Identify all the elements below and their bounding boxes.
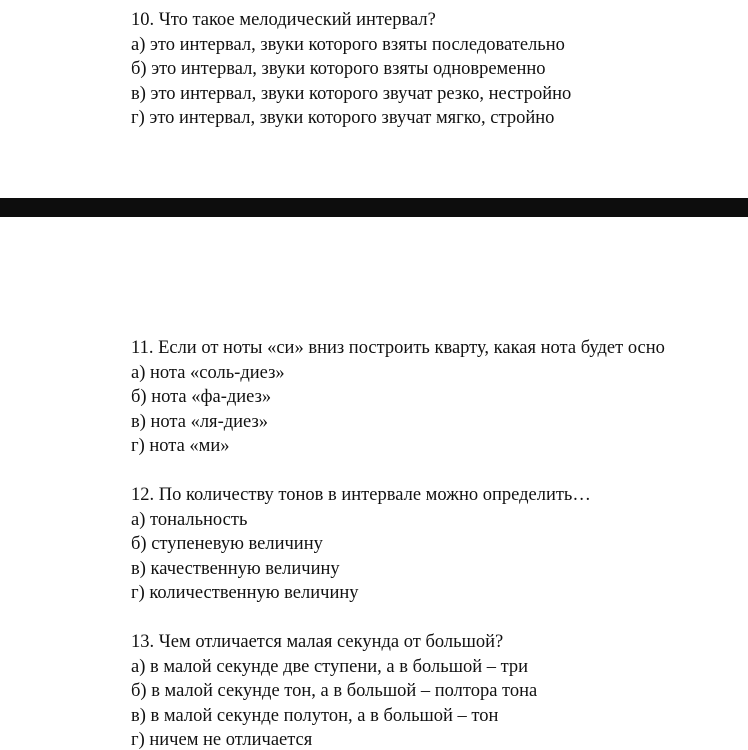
question-12-option-a: а) тональность	[131, 509, 248, 530]
question-13	[131, 630, 537, 750]
question-10-text: 10. Что такое мелодический интервал?	[131, 10, 436, 30]
question-12-option-c: в) качественную величину	[131, 558, 340, 579]
question-12-text: 12. По количеству тонов в интервале можно определить…	[131, 485, 591, 505]
question-12	[131, 483, 591, 606]
question-11	[131, 336, 665, 459]
question-11-option-b: б) нота «фа-диез»	[131, 387, 272, 407]
question-13-option-d: г) ничем не отличается	[131, 730, 313, 750]
question-11-text: 11. Если от ноты «си» вниз построить кварту, какая нота будет осно	[131, 338, 665, 358]
question-11-option-c: в) нота «ля-диез»	[131, 411, 269, 432]
question-12-option-d: г) количественную величину	[131, 583, 359, 603]
question-10	[131, 8, 571, 131]
question-13-option-a: а) в малой секунде две ступени, а в большой – три	[131, 656, 529, 677]
question-13-option-c: в) в малой секунде полутон, а в большой – тон	[131, 705, 499, 726]
question-10-option-b: б) это интервал, звуки которого взяты одновременно	[131, 59, 546, 79]
question-10-option-c: в) это интервал, звуки которого звучат резко, нестройно	[131, 83, 572, 104]
question-11-option-a: а) нота «соль-диез»	[131, 362, 285, 383]
page-separator-bar	[0, 198, 748, 217]
question-13-option-b: б) в малой секунде тон, а в большой – полтора тона	[131, 681, 538, 701]
question-10-option-a: а) это интервал, звуки которого взяты последовательно	[131, 34, 565, 55]
question-10-option-d: г) это интервал, звуки которого звучат мягко, стройно	[131, 108, 555, 128]
question-13-text: 13. Чем отличается малая секунда от большой?	[131, 632, 504, 652]
question-12-option-b: б) ступеневую величину	[131, 534, 323, 554]
question-11-option-d: г) нота «ми»	[131, 436, 230, 456]
